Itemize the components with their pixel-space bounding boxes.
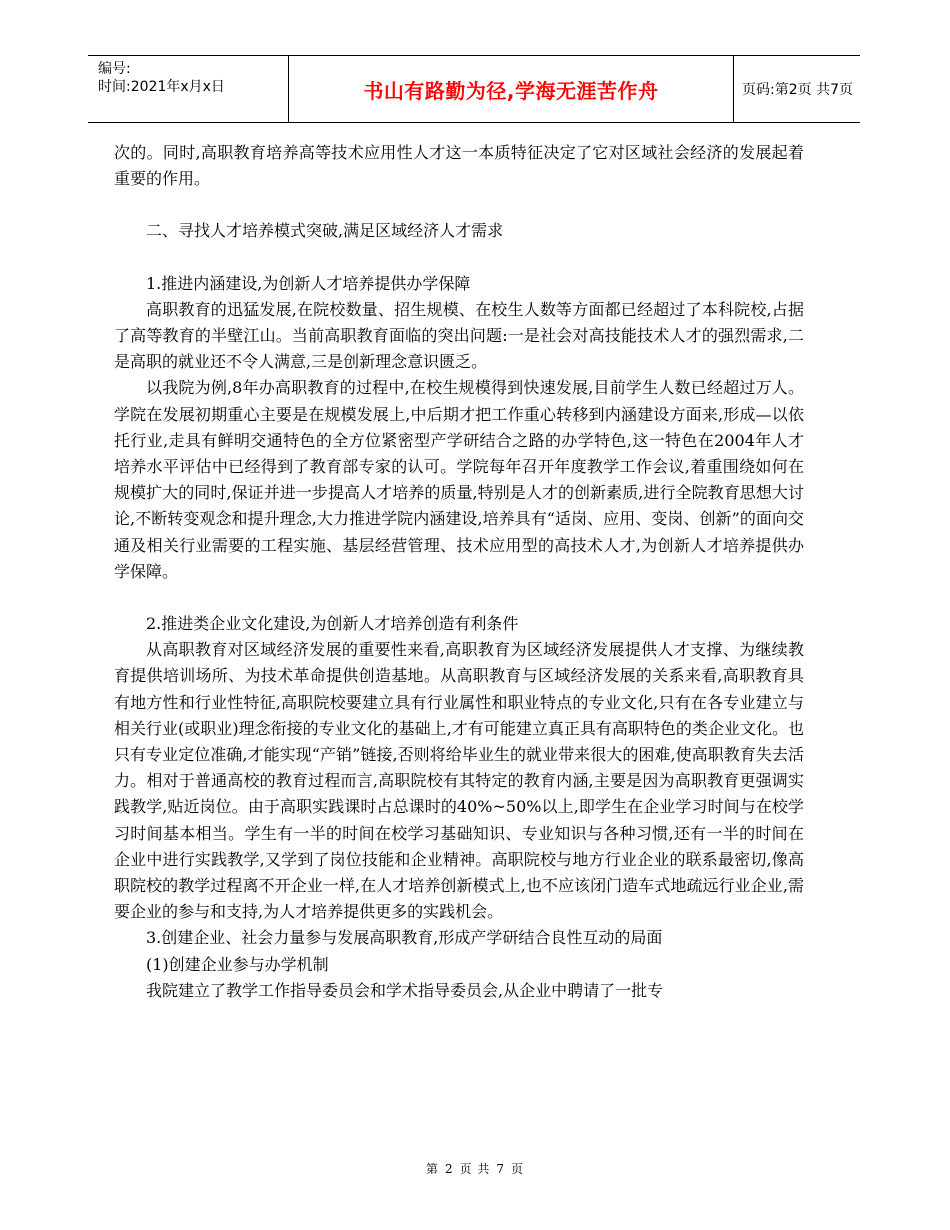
body-paragraph: 次的。同时,高职教育培养高等技术应用性人才这一本质特征决定了它对区域社会经济的发展起着重要的作用。 (114, 143, 804, 189)
body-paragraph: 高职教育的迅猛发展,在院校数量、招生规模、在校生人数等方面都已经超过了本科院校,占据了高等教育的半壁江山。当前高职教育面临的突出问题:一是社会对高技能技术人才的强烈需求,二是高职的就业还不令人满意,三是创新理念意识匮乏。 (114, 299, 804, 372)
footer-page-total: 7 (496, 1162, 506, 1176)
paragraph-gap (114, 585, 804, 611)
page-footer (0, 1160, 950, 1177)
body-paragraph: 3.创建企业、社会力量参与发展高职教育,形成产学研结合良性互动的局面 (146, 928, 663, 948)
body-paragraph: 从高职教育对区域经济发展的重要性来看,高职教育为区域经济发展提供人才支撑、为继续教育提供培训场所、为技术革命提供创造基地。从高职教育与区域经济发展的关系来看,高职教育具有地方性和行业性特征,高职院校要建立具有行业属性和职业特点的专业文化,只有在各专业建立与相关行业(或职业)理念衔接的专业文化的基础上,才有可能建立真正具有高职特色的类企业文化。也只有专业定位准确,才能实现“产销”链接,否则将给毕业生的就业带来很大的困难,使高职教育失去活力。相对于普通高校的教育过程而言,高职院校有其特定的教育内涵,主要是因为高职教育更强调实践教学,贴近岗位。由于高职实践课时占总课时的40%~50%以上,即学生在企业学习时间与在校学习时间基本相当。学生有一半的时间在校学习基础知识、专业知识与各种习惯,还有一半的时间在企业中进行实践教学,又学到了岗位技能和企业精神。高职院校与地方行业企业的联系最密切,像高职院校的教学过程离不开企业一样,在人才培养创新模式上,也不应该闭门造车式地疏远行业企业,需要企业的参与和支持,为人才培养提供更多的实践机会。 (114, 640, 804, 922)
header-time-label: 时间:2021年x月x日 (98, 79, 225, 95)
paragraph-gap (114, 192, 804, 218)
footer-mid: 页 共 (459, 1162, 491, 1176)
body-paragraph: 2.推进类企业文化建设,为创新人才培养创造有利条件 (146, 614, 519, 634)
header-motto: 书山有路勤为径,学海无涯苦作舟 (363, 78, 659, 103)
body-paragraph: 1.推进内涵建设,为创新人才培养提供办学保障 (146, 273, 471, 293)
body-paragraph: (1)创建企业参与办学机制 (146, 954, 329, 974)
header-meta (98, 60, 288, 96)
body-paragraph: 以我院为例,8年办高职教育的过程中,在校生规模得到快速发展,目前学生人数已经超过万人。学院在发展初期重心主要是在规模发展上,中后期才把工作重心转移到内涵建设方面来,形成—以依托行业,走具有鲜明交通特色的全方位紧密型产学研结合之路的办学特色,这一特色在2004年人才培养水平评估中已经得到了教育部专家的认可。学院每年召开年度教学工作会议,着重围绕如何在规模扩大的同时,保证并进一步提高人才培养的质量,特别是人才的创新素质,进行全院教育思想大讨论,不断转变观念和提升理念,大力推进学院内涵建设,培养具有“适岗、应用、变岗、创新”的面向交通及相关行业需要的工程实施、基层经营管理、技术应用型的高技术人才,为创新人才培养提供办学保障。 (114, 378, 804, 581)
paragraph-gap (114, 245, 804, 271)
page-header (88, 55, 860, 123)
body-paragraph: 二、寻找人才培养模式突破,满足区域经济人才需求 (146, 221, 504, 241)
header-motto-cell (288, 56, 734, 122)
header-page-info: 页码:第2页 共7页 (742, 82, 853, 98)
footer-prefix: 第 (425, 1162, 439, 1176)
header-id-label: 编号: (98, 61, 131, 77)
footer-suffix: 页 (511, 1162, 525, 1176)
body-paragraph: 我院建立了教学工作指导委员会和学术指导委员会,从企业中聘请了一批专 (146, 980, 664, 1000)
document-body (114, 140, 804, 1004)
footer-page-number: 2 (444, 1162, 454, 1176)
